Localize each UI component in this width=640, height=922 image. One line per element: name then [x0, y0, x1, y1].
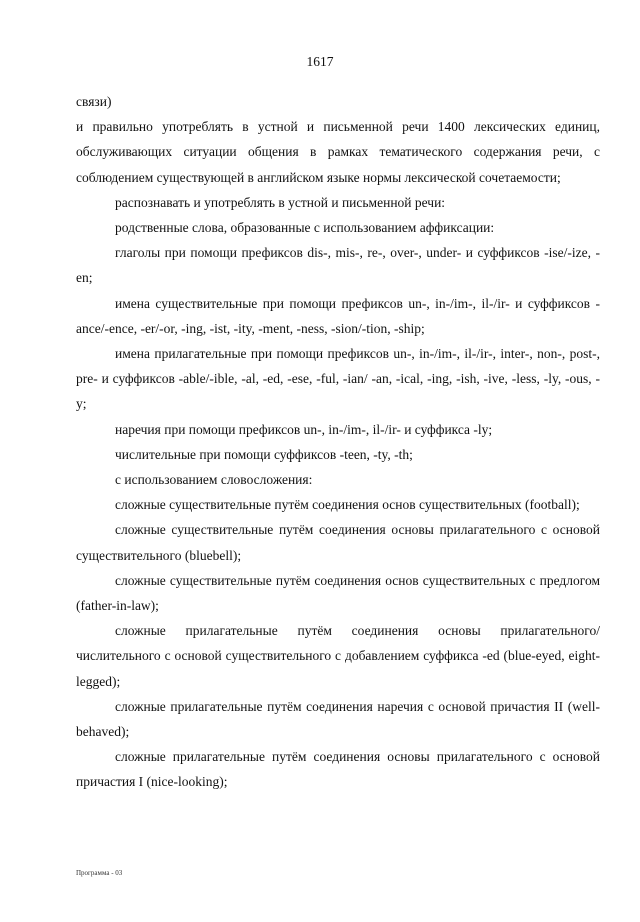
page-number: 1617: [306, 54, 334, 69]
paragraph: сложные прилагательные путём соединения основы прилагательного/числительного с основой существительного с добавлением суффикса -ed (blue-eyed, eight-legged);: [76, 623, 600, 689]
paragraph: связи): [76, 94, 112, 109]
paragraph: наречия при помощи префиксов un-, in-/im-, il-/ir- и суффикса -ly;: [115, 421, 493, 437]
paragraph: сложные существительные путём соединения основ существительных с предлогом (father-in-law);: [76, 572, 600, 614]
paragraph: распознавать и употреблять в устной и письменной речи:: [115, 194, 446, 210]
paragraph: сложные существительные путём соединения основы прилагательного с основой существительного (bluebell);: [76, 522, 600, 563]
paragraph: глаголы при помощи префиксов dis-, mis-, re-, over-, under- и суффиксов -ise/-ize, -en;: [76, 245, 600, 286]
paragraph: числительные при помощи суффиксов -teen, -ty, -th;: [115, 446, 413, 462]
paragraph: сложные прилагательные путём соединения основы прилагательного с основой причастия I (nice-looking);: [76, 749, 600, 790]
document-body: [76, 89, 600, 795]
paragraph: сложные существительные путём соединения основ существительных (football);: [115, 497, 580, 513]
paragraph: сложные прилагательные путём соединения наречия с основой причастия II (well-behaved);: [76, 698, 600, 740]
paragraph: с использованием словосложения:: [115, 472, 313, 488]
paragraph: имена существительные при помощи префиксов un-, in-/im-, il-/ir- и суффиксов -ance/-ence, -er/-or, -ing, -ist, -ity, -ment, -ness, -sion/-tion, -ship;: [76, 295, 600, 336]
paragraph: имена прилагательные при помощи префиксов un-, in-/im-, il-/ir-, inter-, non-, post-, pre- и суффиксов -able/-ible, -al, -ed, -ese, -ful, -ian/ -an, -ical, -ing, -ish, -ive, -less, -ly, -ous, -y;: [76, 346, 600, 412]
paragraph: родственные слова, образованные с использованием аффиксации:: [115, 220, 495, 236]
page-footer: Программа - 03: [76, 869, 123, 877]
paragraph: и правильно употреблять в устной и письменной речи 1400 лексических единиц, обслуживающих ситуации общения в рамках тематического содержания речи, с соблюдением существующей в английском языке нормы лексической сочетаемости;: [76, 119, 600, 185]
